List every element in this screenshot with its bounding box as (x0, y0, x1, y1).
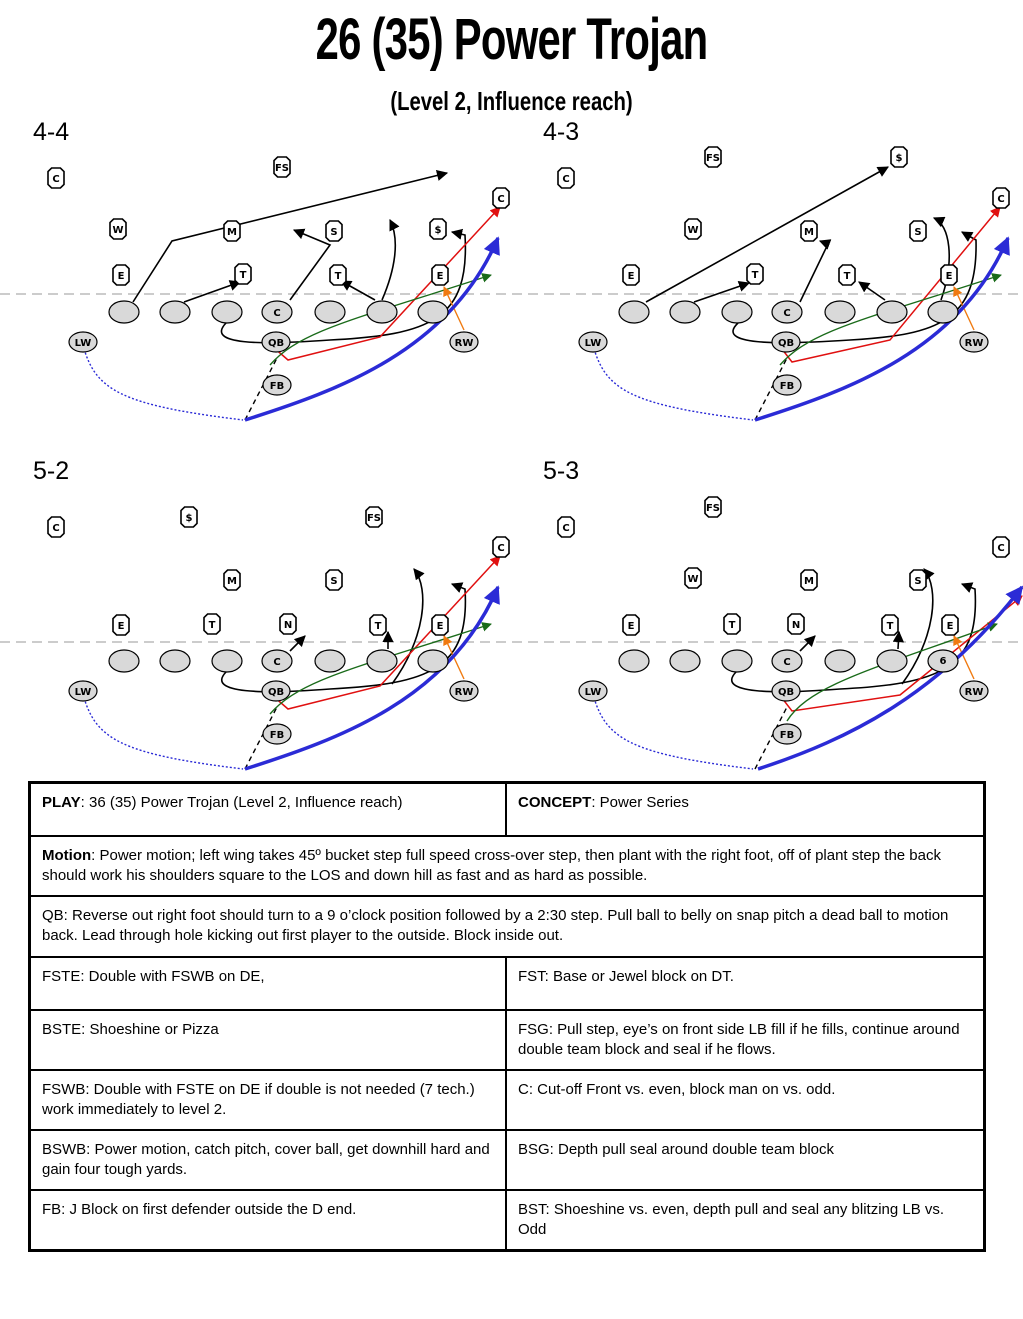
center (772, 301, 802, 323)
bswb-cell: BSWB: Power motion, catch pitch, cover ball, get downhill hard and gain four tough yards. (30, 1130, 507, 1190)
free-safety (366, 507, 382, 527)
fste-cell: FSTE: Double with FSWB on DE, (30, 957, 507, 1010)
c-block (290, 636, 305, 651)
right-wing (450, 681, 478, 701)
play-text: : 36 (35) Power Trojan (Level 2, Influence reach) (80, 794, 403, 811)
will-lb-label: W (112, 225, 124, 236)
te (418, 301, 448, 323)
rt-release (934, 218, 949, 300)
dt-left (724, 614, 740, 634)
will-lb (110, 219, 126, 239)
free-safety (705, 147, 721, 167)
cb-left (48, 517, 64, 537)
motion-path (593, 345, 753, 420)
de-left-label: E (627, 271, 635, 282)
c-block (800, 636, 815, 651)
sam-lb-label: S (914, 227, 922, 238)
fullback-label: FB (269, 381, 285, 392)
sam-lb (910, 221, 926, 241)
page-title: 26 (35) Power Trojan (315, 7, 708, 72)
mike-lb-label: M (804, 227, 814, 238)
lt (619, 650, 649, 672)
quarterback-label: QB (267, 338, 285, 349)
cb-left (48, 168, 64, 188)
dt-right-label: T (374, 621, 382, 632)
pull-seal (733, 232, 976, 343)
center-cell: C: Cut-off Front vs. even, block man on vs. odd. (506, 1070, 985, 1130)
rt-release (382, 220, 395, 300)
mike-lb-label: M (227, 227, 237, 238)
fullback (773, 375, 801, 395)
motion-cell (30, 836, 985, 896)
left-wing-label: LW (584, 338, 602, 349)
rt (367, 650, 397, 672)
center-label: C (783, 657, 791, 668)
quarterback (772, 681, 800, 701)
free-safety (705, 497, 721, 517)
de-left (113, 615, 129, 635)
dt-right-label: T (886, 621, 894, 632)
mike-lb (224, 570, 240, 590)
formation-label-4-3: 4-3 (543, 118, 580, 146)
free-safety-label: FS (274, 163, 290, 174)
right-wing-label: RW (964, 338, 984, 349)
te-label: 6 (939, 656, 947, 667)
de-left (623, 265, 639, 285)
de-right (941, 265, 957, 285)
fullback (773, 724, 801, 744)
dt-left (204, 614, 220, 634)
fb-cell: FB: J Block on first defender outside the D end. (30, 1190, 507, 1251)
quarterback (772, 332, 800, 352)
strong-safety (430, 219, 446, 239)
lt-release (133, 173, 447, 302)
de-right (942, 615, 958, 635)
te (928, 650, 958, 672)
dt-right (330, 265, 346, 285)
fswb-cell: FSWB: Double with FSTE on DE if double is not needed (7 tech.) work immediately to level 2. (30, 1070, 507, 1130)
rt (367, 301, 397, 323)
will-lb-label: W (687, 574, 699, 585)
concept-label: CONCEPT (518, 794, 592, 811)
de-left-label: E (117, 621, 125, 632)
rg-ballside (212, 650, 242, 672)
mike-lb-label: M (804, 576, 814, 587)
lg (160, 301, 190, 323)
left-wing (579, 332, 607, 352)
strong-safety-label: $ (895, 153, 903, 164)
dt-right-label: T (843, 271, 851, 282)
cb-right-label: C (997, 194, 1005, 205)
fullback-label: FB (779, 381, 795, 392)
cb-right (993, 188, 1009, 208)
motion-path (593, 694, 753, 769)
nose (280, 614, 296, 634)
right-wing-label: RW (964, 687, 984, 698)
play-label: PLAY (42, 794, 81, 811)
sam-lb (326, 221, 342, 241)
free-safety-label: FS (366, 513, 382, 524)
cb-right-label: C (497, 543, 505, 554)
nose (788, 614, 804, 634)
bsg-cell: BSG: Depth pull seal around double team block (506, 1130, 985, 1190)
de-left (623, 615, 639, 635)
left-wing-label: LW (74, 338, 92, 349)
mike-lb (801, 570, 817, 590)
c-block (800, 241, 828, 302)
lt (619, 301, 649, 323)
sam-lb-label: S (330, 227, 338, 238)
dt-left-label: T (728, 620, 736, 631)
play-cell (30, 783, 507, 836)
lg-block (184, 282, 240, 302)
dt-right (839, 265, 855, 285)
rg-block (341, 281, 375, 300)
formation-label-5-3: 5-3 (543, 457, 580, 485)
nose-label: N (791, 620, 801, 631)
center-label: C (783, 308, 791, 319)
de-right-label: E (436, 271, 444, 282)
cb-left (558, 168, 574, 188)
lg (160, 650, 190, 672)
de-right-label: E (945, 271, 953, 282)
motion-path (83, 694, 243, 769)
rg (315, 301, 345, 323)
page-subtitle: (Level 2, Influence reach) (390, 86, 633, 116)
left-wing (69, 332, 97, 352)
left-wing-label: LW (74, 687, 92, 698)
strong-safety (891, 147, 907, 167)
right-wing (450, 332, 478, 352)
diagram-5-3 (558, 497, 1022, 780)
de-right-label: E (436, 621, 444, 632)
sam-lb (910, 570, 926, 590)
motion-text: : Power motion; left wing takes 45º bucket step full speed cross-over step, then plant with the right foot, off of plant step the back should work his shoulders square to the LOS and down hill as fast and as hard as possible. (42, 846, 941, 884)
fst-cell: FST: Base or Jewel block on DT. (506, 957, 985, 1010)
bst-cell: BST: Shoeshine vs. even, depth pull and seal any blitzing LB vs. Odd (506, 1190, 985, 1251)
cb-right (993, 537, 1009, 557)
fsg-cell: FSG: Pull step, eye’s on front side LB fill if he fills, continue around double team block and seal if he flows. (506, 1010, 985, 1070)
quarterback (262, 332, 290, 352)
cb-right-label: C (497, 194, 505, 205)
mike-lb (224, 221, 240, 241)
will-lb (685, 219, 701, 239)
rg (825, 650, 855, 672)
bste-cell: BSTE: Shoeshine or Pizza (30, 1010, 507, 1070)
will-lb-label: W (687, 225, 699, 236)
motion-path (83, 345, 243, 420)
diagram-5-2 (48, 507, 509, 780)
quarterback-label: QB (267, 687, 285, 698)
free-safety-label: FS (705, 503, 721, 514)
cb-right-label: C (997, 543, 1005, 554)
nose-label: N (283, 620, 293, 631)
pull-seal (222, 584, 466, 692)
fullback-label: FB (779, 730, 795, 741)
left-wing (579, 681, 607, 701)
de-right (432, 615, 448, 635)
de-right-label: E (946, 621, 954, 632)
de-left-label: E (627, 621, 635, 632)
de-right (432, 265, 448, 285)
formation-label-4-4: 4-4 (33, 118, 70, 146)
lt (109, 301, 139, 323)
free-safety-label: FS (705, 153, 721, 164)
lt (109, 650, 139, 672)
cb-right (493, 188, 509, 208)
dt-right (370, 615, 386, 635)
rg-ballside (212, 301, 242, 323)
center (772, 650, 802, 672)
dt-right (882, 615, 898, 635)
lg (670, 650, 700, 672)
sam-lb (326, 570, 342, 590)
rg-ballside (722, 650, 752, 672)
cb-left-label: C (52, 523, 60, 534)
diagram-4-3 (558, 147, 1009, 420)
cb-left (558, 517, 574, 537)
qb-cell: QB: Reverse out right foot should turn to a 9 o’clock position followed by a 2:30 step. Pull ball to belly on snap pitch a dead ball to motion back. Lead through hole kicking out first player to the outside. Block inside out. (30, 896, 985, 957)
te (928, 301, 958, 323)
cb-left-label: C (562, 174, 570, 185)
rt (877, 650, 907, 672)
center (262, 301, 292, 323)
rg-block (859, 282, 885, 300)
center-label: C (273, 657, 281, 668)
play-table (28, 781, 986, 1252)
dt-left-label: T (751, 270, 759, 281)
quarterback-label: QB (777, 687, 795, 698)
right-wing-label: RW (454, 687, 474, 698)
cb-left-label: C (52, 174, 60, 185)
dt-right-label: T (334, 271, 342, 282)
rg (315, 650, 345, 672)
te (418, 650, 448, 672)
center-label: C (273, 308, 281, 319)
cb-left-label: C (562, 523, 570, 534)
de-left (113, 265, 129, 285)
right-wing (960, 332, 988, 352)
fullback (263, 724, 291, 744)
strong-safety-label: $ (434, 225, 442, 236)
concept-text: : Power Series (591, 794, 689, 811)
quarterback (262, 681, 290, 701)
left-wing (69, 681, 97, 701)
de-left-label: E (117, 271, 125, 282)
lg (670, 301, 700, 323)
will-lb (685, 568, 701, 588)
pull-seal (221, 232, 465, 343)
motion-label: Motion (42, 846, 92, 864)
left-wing-label: LW (584, 687, 602, 698)
right-wing (960, 681, 988, 701)
concept-cell (506, 783, 985, 836)
dt-left-label: T (239, 270, 247, 281)
te-release (392, 569, 423, 684)
rg-ballside (722, 301, 752, 323)
right-wing-label: RW (454, 338, 474, 349)
rt (877, 301, 907, 323)
mike-lb-label: M (227, 576, 237, 587)
free-safety (274, 157, 290, 177)
quarterback-label: QB (777, 338, 795, 349)
rt-block (898, 632, 899, 649)
dt-left (747, 264, 763, 284)
dt-left-label: T (208, 620, 216, 631)
fullback-label: FB (269, 730, 285, 741)
strong-safety (181, 507, 197, 527)
c-block (290, 230, 330, 300)
mike-lb (801, 221, 817, 241)
fullback (263, 375, 291, 395)
formation-label-5-2: 5-2 (33, 457, 70, 485)
dt-left (235, 264, 251, 284)
center (262, 650, 292, 672)
sam-lb-label: S (914, 576, 922, 587)
rg (825, 301, 855, 323)
lg-block (694, 283, 749, 302)
strong-safety-label: $ (185, 513, 193, 524)
diagram-4-4 (48, 157, 509, 420)
sam-lb-label: S (330, 576, 338, 587)
cb-right (493, 537, 509, 557)
